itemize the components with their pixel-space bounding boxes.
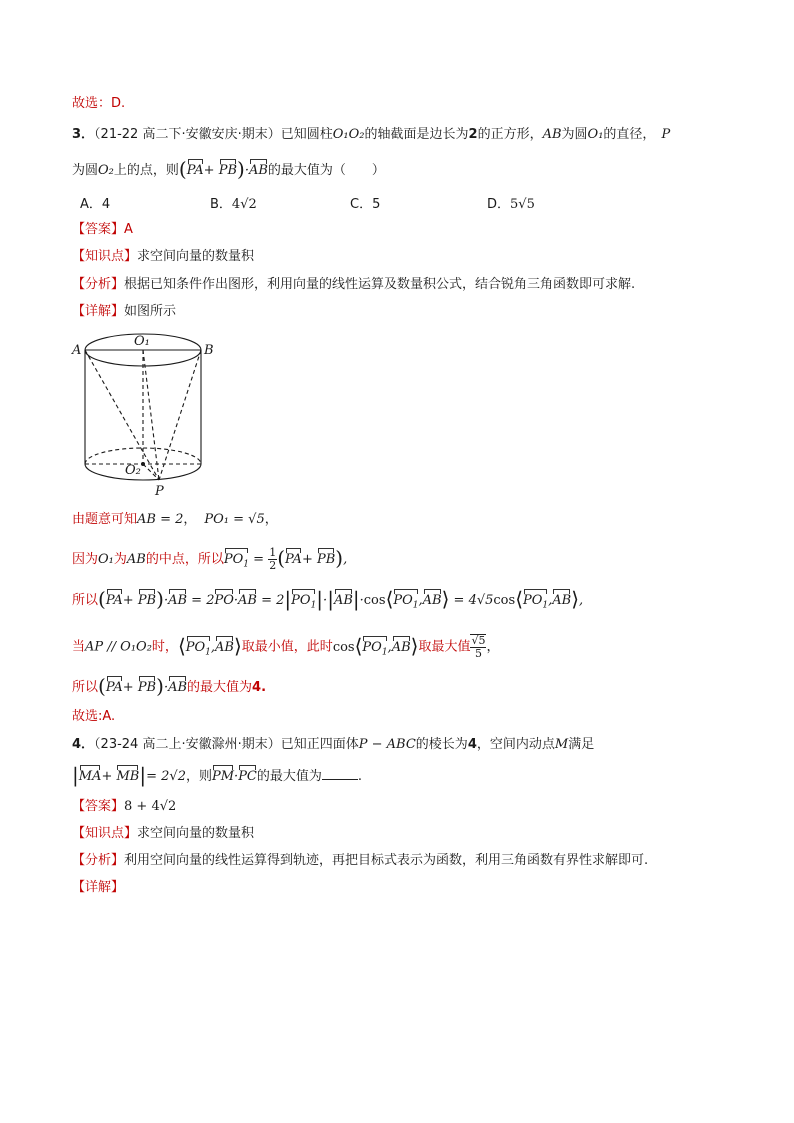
q4-stem-line2: |MA+ MB|= 2√2，则PM·PC的最大值为 . <box>72 763 363 787</box>
q3-expression: (PA+ PB)·AB <box>178 157 268 181</box>
q4-answer: 8 + 4√2 <box>124 799 177 814</box>
q4-edge-length: 4 <box>467 737 477 752</box>
q3-stem-text: 的正方形， <box>477 127 543 142</box>
q4-stem-text: ，空间内动点 <box>476 737 555 752</box>
q3-stem-text: 上的点，则 <box>113 163 179 178</box>
knowledge-tag: 【知识点】 <box>72 249 138 264</box>
q4-stem-text: 已知正四面体 <box>280 737 359 752</box>
option-label: D． <box>487 197 511 212</box>
q3-stem-text: 的最大值为（ ） <box>267 163 385 178</box>
sol-math: O₁ <box>98 552 114 567</box>
q3-side-length: 2 <box>468 127 478 142</box>
q4-analysis: 利用空间向量的线性运算得到轨迹，再把目标式表示为函数，利用三角函数有界性求解即可. <box>124 853 649 868</box>
q4-stem-text: 满足 <box>568 737 595 752</box>
sol-math: PO₁ = √5 <box>204 512 265 527</box>
q3-answer-line <box>72 221 133 239</box>
cylinder-figure <box>66 328 226 500</box>
detail-tag: 【详解】 <box>72 304 125 319</box>
analysis-tag: 【分析】 <box>72 277 125 292</box>
q3-source: （21-22 高二下·安徽安庆·期末） <box>94 127 281 142</box>
q4-condition: |MA+ MB| <box>72 763 147 787</box>
q4-stem-text: 的棱长为 <box>415 737 468 752</box>
fraction-denominator: 5 <box>474 647 482 660</box>
q3-sol-line3 <box>72 587 584 615</box>
q3-math-o1: O₁ <box>587 127 604 142</box>
sol-math: AB <box>126 552 146 567</box>
q3-stem-text: 为圆 <box>72 163 99 178</box>
q3-knowledge-line <box>72 248 254 266</box>
q4-knowledge-line <box>72 825 254 843</box>
q3-number: 3． <box>72 127 95 142</box>
q4-math-value: = 2√2 <box>146 769 186 784</box>
q4-detail-line <box>72 879 124 897</box>
q3-sol-line1: 由题意可知AB = 2， PO₁ = √5， <box>72 512 278 527</box>
q4-number: 4． <box>72 737 95 752</box>
q3-sol-line2 <box>72 547 347 574</box>
q3-stem-line1 <box>72 126 670 144</box>
q3-stem-text: 的直径， <box>603 127 656 142</box>
q3-knowledge: 求空间向量的数量积 <box>137 249 255 264</box>
q3-option-d <box>487 193 535 212</box>
q4-stem-text: ，则 <box>185 769 212 784</box>
sol-text: 由题意可知 <box>72 512 138 527</box>
label-b: B <box>204 343 214 358</box>
option-label: A． <box>80 197 102 212</box>
q4-analysis-line <box>72 852 648 870</box>
knowledge-tag: 【知识点】 <box>72 826 138 841</box>
conclusion-answer: A. <box>102 709 116 724</box>
sol-text: 为 <box>113 552 127 567</box>
sol-fraction <box>470 634 486 660</box>
option-label: B． <box>210 197 232 212</box>
q4-stem-text: 的最大值为 <box>256 769 322 784</box>
option-value: 5 <box>372 197 381 212</box>
sol-text: 时， <box>151 639 178 655</box>
q3-analysis-line <box>72 276 635 294</box>
line-o1p <box>143 350 159 480</box>
fraction-numerator: √5 <box>471 634 486 647</box>
q3-detail: 如图所示 <box>124 304 177 319</box>
q3-sol-line5 <box>72 674 267 698</box>
q3-analysis: 根据已知条件作出图形，利用向量的线性运算及数量积公式，结合锐角三角函数即可求解. <box>124 277 636 292</box>
q4-knowledge: 求空间向量的数量积 <box>137 826 255 841</box>
q4-answer-line <box>72 798 176 816</box>
sol-math: AP // O₁O₂ <box>85 639 152 655</box>
sol-text: 的中点，所以 <box>145 552 224 567</box>
conclusion-answer: D. <box>111 96 126 111</box>
center-o2-dot <box>141 462 145 466</box>
answer-tag: 【答案】 <box>72 799 125 814</box>
answer-blank[interactable] <box>322 779 358 780</box>
label-a: A <box>72 343 82 358</box>
option-value: 4√2 <box>231 197 257 212</box>
sol-text: 因为 <box>72 552 99 567</box>
label-o2: O₂ <box>125 463 141 478</box>
q4-target: PM·PC <box>211 769 257 784</box>
sol-text: 取最大值 <box>418 639 471 655</box>
q4-source: （23-24 高二上·安徽滁州·期末） <box>94 737 281 752</box>
q4-math-pabc: P − ABC <box>358 737 416 752</box>
line-bp <box>159 350 201 480</box>
q3-math-o2: O₂ <box>98 163 114 178</box>
sol-formula: $\cos⟨PO_1,AB⟩$ <box>333 640 419 655</box>
q3-stem-line2 <box>72 157 385 181</box>
sol-formula: (PA+ PB)·AB <box>98 674 188 698</box>
q3-stem-text: 的轴截面是边长为 <box>364 127 469 142</box>
conclusion-prefix: 故选: <box>72 709 103 724</box>
q3-conclusion <box>72 708 115 726</box>
sol-math: AB = 2 <box>137 512 184 527</box>
q4-stem-line1 <box>72 736 594 754</box>
q3-math-o1o2: O₁O₂ <box>332 127 365 142</box>
option-value: 5√5 <box>510 197 535 212</box>
answer-tag: 【答案】 <box>72 222 125 237</box>
sol-formula: $⟨PO_1,AB⟩$ <box>178 640 242 655</box>
q3-stem-text: 已知圆柱 <box>280 127 333 142</box>
q3-option-a <box>80 193 110 212</box>
q3-detail-line <box>72 303 176 321</box>
conclusion-prefix: 故选： <box>72 96 112 111</box>
line-ap <box>85 350 159 480</box>
q3-stem-text: 为圆 <box>561 127 588 142</box>
q4-math-m: M <box>554 737 569 752</box>
analysis-tag: 【分析】 <box>72 853 125 868</box>
label-p: P <box>155 484 164 499</box>
q3-math-p: P <box>661 127 671 142</box>
sol-result: 4. <box>252 680 267 695</box>
option-label: C． <box>350 197 373 212</box>
sol-text: 当 <box>72 639 86 655</box>
label-o1: O₁ <box>134 334 150 349</box>
sol-text: 的最大值为 <box>187 680 253 695</box>
sol-formula: $PO_1$ = $\frac{1}{2}$ (PA+ PB), <box>223 546 348 572</box>
q3-math-ab: AB <box>542 127 562 142</box>
sol-text: 取最小值，此时 <box>241 639 333 655</box>
q3-answer: A <box>124 222 133 237</box>
q3-option-c <box>350 193 380 212</box>
q3-option-b <box>210 193 257 212</box>
detail-tag: 【详解】 <box>72 880 125 895</box>
sol-text: 所以 <box>72 593 99 608</box>
bottom-front-arc <box>85 464 201 480</box>
q3-sol-line4: 当AP // O₁O₂时，$⟨PO_1,AB⟩$取最小值，此时$\cos⟨PO_1,AB⟩$取最大值 $\frac{√5}{5}$ ， <box>72 633 500 660</box>
sol-text: 所以 <box>72 680 99 695</box>
sol-formula: $(PA+ PB)\cdot AB = 2PO\cdot AB = 2|PO_1|\cdot|AB|\cdot\cos⟨PO_1,AB⟩$ = $4√5\cos⟨PO_1,AB⟩$, <box>98 593 583 608</box>
option-value: 4 <box>101 197 111 212</box>
prev-conclusion <box>72 95 125 113</box>
